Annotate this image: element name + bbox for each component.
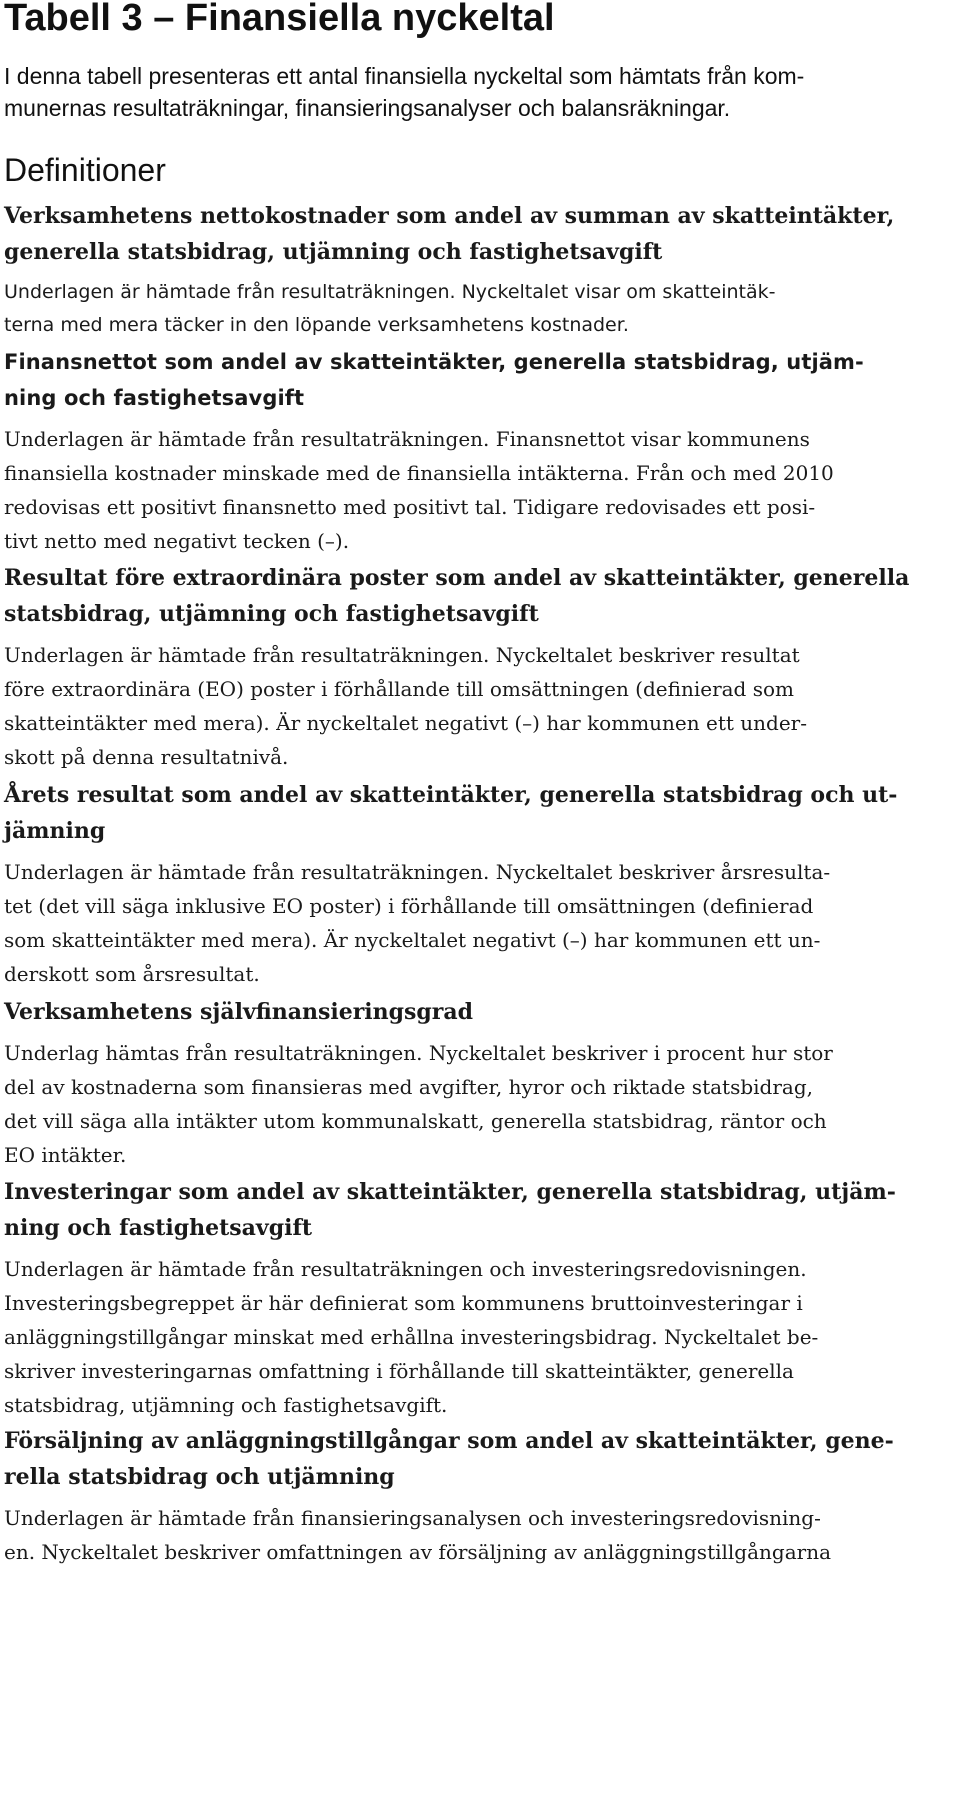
section-heading: [4, 344, 944, 416]
intro-line: I denna tabell presenteras ett antal finansiella nyckeltal som hämtats från kom-: [4, 63, 805, 89]
definition-section-annual-result: [4, 777, 944, 991]
section-body: [4, 276, 944, 342]
heading-line: jämning: [4, 818, 106, 844]
body-line: Underlagen är hämtade från resultaträkningen. Nyckeltalet beskriver årsresulta-: [4, 860, 831, 884]
definition-section-self-financing: [4, 994, 944, 1172]
section-body: [4, 855, 944, 991]
section-heading: [4, 560, 944, 632]
body-line: det vill säga alla intäkter utom kommunalskatt, generella statsbidrag, räntor och: [4, 1109, 827, 1133]
body-line: Underlagen är hämtade från finansieringsanalysen och investeringsredovisning-: [4, 1506, 821, 1530]
body-line: Investeringsbegreppet är här definierat som kommunens bruttoinvesteringar i: [4, 1291, 803, 1315]
section-body: [4, 1501, 944, 1569]
heading-line: Försäljning av anläggningstillgångar som andel av skatteintäkter, gene-: [4, 1428, 894, 1454]
heading-line: Verksamhetens nettokostnader som andel av summan av skatteintäkter,: [4, 203, 895, 229]
intro-line: munernas resultaträkningar, finansieringsanalyser och balansräkningar.: [4, 95, 731, 121]
body-line: Underlagen är hämtade från resultaträkningen och investeringsredovisningen.: [4, 1257, 807, 1281]
body-line: Underlagen är hämtade från resultaträkningen. Finansnettot visar kommunens: [4, 427, 810, 451]
body-line: Underlag hämtas från resultaträkningen. Nyckeltalet beskriver i procent hur stor: [4, 1041, 833, 1065]
definition-section-financial-net: [4, 344, 944, 558]
definitions-heading: Definitioner: [4, 152, 166, 188]
section-heading: [4, 198, 944, 270]
page-title: Tabell 3 – Finansiella nyckeltal: [4, 0, 555, 39]
body-line: statsbidrag, utjämning och fastighetsavgift.: [4, 1393, 448, 1417]
heading-line: ning och fastighetsavgift: [4, 1215, 313, 1241]
body-line: tet (det vill säga inklusive EO poster) i förhållande till omsättningen (definierad: [4, 894, 814, 918]
body-line: finansiella kostnader minskade med de finansiella intäkterna. Från och med 2010: [4, 461, 834, 485]
section-body: [4, 422, 944, 558]
body-line: Underlagen är hämtade från resultaträkningen. Nyckeltalet visar om skatteintäk-: [4, 281, 776, 303]
heading-line: generella statsbidrag, utjämning och fastighetsavgift: [4, 239, 663, 265]
section-heading: [4, 1423, 944, 1495]
section-body: [4, 1036, 944, 1172]
body-line: som skatteintäkter med mera). Är nyckeltalet negativt (–) har kommunen ett un-: [4, 928, 821, 952]
section-heading: [4, 994, 944, 1030]
intro-paragraph: [4, 60, 939, 124]
heading-line: Resultat före extraordinära poster som andel av skatteintäkter, generella: [4, 565, 910, 591]
body-line: tivt netto med negativt tecken (–).: [4, 529, 350, 553]
body-line: skott på denna resultatnivå.: [4, 745, 289, 769]
section-heading: [4, 1174, 944, 1246]
definition-section-investments: [4, 1174, 944, 1422]
section-heading: [4, 777, 944, 849]
heading-line: Verksamhetens självfinansieringsgrad: [4, 999, 474, 1025]
heading-line: Finansnettot som andel av skatteintäkter, generella statsbidrag, utjäm-: [4, 350, 864, 374]
body-line: skatteintäkter med mera). Är nyckeltalet negativt (–) har kommunen ett under-: [4, 711, 807, 735]
definition-section-net-costs: [4, 198, 944, 342]
definition-section-result-before-eo: [4, 560, 944, 774]
heading-line: ning och fastighetsavgift: [4, 386, 305, 410]
body-line: del av kostnaderna som finansieras med avgifter, hyror och riktade statsbidrag,: [4, 1075, 813, 1099]
heading-line: Årets resultat som andel av skatteintäkter, generella statsbidrag och ut-: [4, 782, 898, 808]
section-body: [4, 638, 944, 774]
body-line: anläggningstillgångar minskat med erhållna investeringsbidrag. Nyckeltalet be-: [4, 1325, 819, 1349]
definition-section-asset-sales: [4, 1423, 944, 1569]
body-line: terna med mera täcker in den löpande verksamhetens kostnader.: [4, 314, 629, 336]
body-line: EO intäkter.: [4, 1143, 127, 1167]
body-line: en. Nyckeltalet beskriver omfattningen av försäljning av anläggningstillgångarna: [4, 1540, 831, 1564]
section-body: [4, 1252, 944, 1422]
heading-line: statsbidrag, utjämning och fastighetsavgift: [4, 601, 539, 627]
heading-line: Investeringar som andel av skatteintäkter, generella statsbidrag, utjäm-: [4, 1179, 896, 1205]
body-line: skriver investeringarnas omfattning i förhållande till skatteintäkter, generella: [4, 1359, 794, 1383]
body-line: derskott som årsresultat.: [4, 962, 260, 986]
heading-line: rella statsbidrag och utjämning: [4, 1464, 395, 1490]
body-line: före extraordinära (EO) poster i förhållande till omsättningen (definierad som: [4, 677, 794, 701]
body-line: Underlagen är hämtade från resultaträkningen. Nyckeltalet beskriver resultat: [4, 643, 800, 667]
body-line: redovisas ett positivt finansnetto med positivt tal. Tidigare redovisades ett posi-: [4, 495, 816, 519]
